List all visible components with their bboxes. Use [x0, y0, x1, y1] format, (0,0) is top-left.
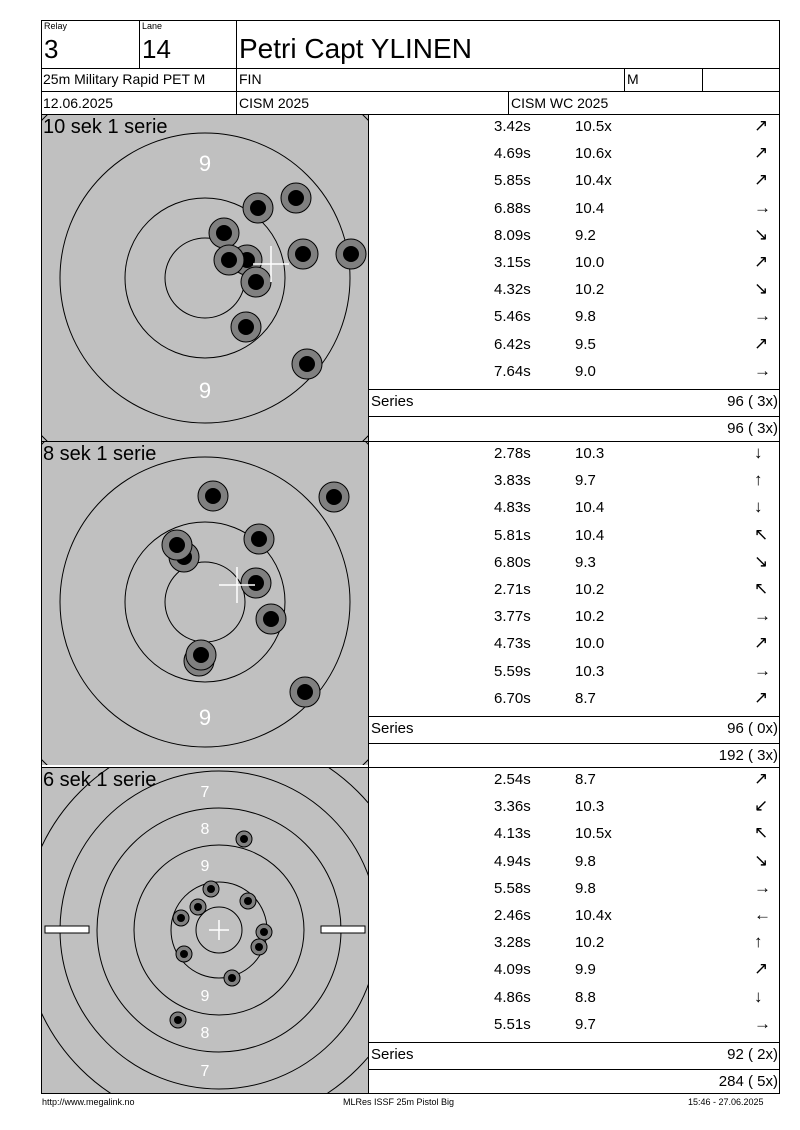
shot-time: 6.88s: [494, 199, 531, 217]
shot-score: 10.0: [575, 254, 605, 271]
shot-direction-icon: ↙: [754, 796, 769, 816]
shot-direction-icon: ↓: [754, 986, 763, 1006]
shot-direction-icon: →: [754, 606, 771, 626]
shot-time: 3.15s: [494, 254, 531, 271]
shot-time: 4.73s: [494, 635, 531, 653]
shot-score: 9.9: [575, 961, 596, 979]
shot-direction-icon: ←: [754, 905, 771, 924]
shot-hole: [290, 677, 320, 707]
ring-label: 9: [200, 988, 210, 1005]
shot-hole: [319, 482, 349, 512]
series-title: 10 sek 1 serie: [43, 116, 168, 138]
shot-hole: [251, 939, 267, 955]
shot-score: 10.2: [575, 581, 605, 598]
shot-time: 5.85s: [494, 172, 531, 190]
target-2: [42, 442, 368, 765]
shot-score: 9.7: [575, 1015, 596, 1033]
nation: FIN: [239, 71, 262, 87]
shot-hole: [231, 312, 261, 342]
shot-direction-icon: →: [754, 877, 771, 897]
shot-direction-icon: ↗: [754, 333, 769, 353]
shot-direction-icon: ↗: [754, 769, 769, 788]
footer-timestamp: 15:46 - 27.06.2025: [688, 1097, 764, 1107]
series-title: 6 sek 1 serie: [43, 769, 157, 791]
shot-direction-icon: ↗: [754, 116, 769, 135]
shot-score: 10.4: [575, 199, 605, 217]
ring-label: 7: [200, 784, 210, 801]
shot-score: 9.3: [575, 553, 596, 571]
footer-url[interactable]: http://www.megalink.no: [42, 1097, 135, 1107]
shot-time: 5.59s: [494, 662, 531, 680]
shot-hole: [241, 568, 271, 598]
series-label: Series: [371, 720, 414, 737]
shot-hole: [203, 881, 219, 897]
shot-time: 4.69s: [494, 145, 531, 163]
shot-time: 8.09s: [494, 226, 531, 244]
shot-score: 9.0: [575, 362, 596, 380]
ring-label: 7: [200, 1063, 210, 1080]
cumulative-total: 284 ( 5x): [718, 1073, 778, 1090]
series-total: 96 ( 3x): [727, 393, 778, 410]
shot-direction-icon: →: [754, 306, 771, 326]
shot-time: 3.42s: [494, 118, 531, 135]
relay-label: Relay: [44, 21, 68, 31]
shot-time: 4.13s: [494, 825, 531, 843]
shot-score: 9.7: [575, 472, 596, 490]
shot-direction-icon: ↓: [754, 497, 763, 517]
shot-hole: [236, 831, 252, 847]
series-divider: [368, 1042, 780, 1043]
shot-direction-icon: ↑: [754, 470, 763, 490]
shot-time: 4.09s: [494, 961, 531, 979]
shot-hole: [256, 924, 272, 940]
shot-time: 2.71s: [494, 581, 531, 598]
shot-direction-icon: ↘: [754, 224, 769, 244]
shot-direction-icon: →: [754, 1013, 771, 1033]
shot-direction-icon: ↘: [754, 551, 769, 571]
shot-direction-icon: ↗: [754, 252, 769, 271]
shot-time: 3.36s: [494, 798, 531, 816]
relay-value: 3: [44, 34, 59, 64]
shot-time: 3.77s: [494, 608, 531, 626]
shot-hole: [288, 239, 318, 269]
shot-score: 10.2: [575, 934, 605, 952]
shot-score: 10.4x: [575, 172, 612, 190]
shot-hole: [224, 970, 240, 986]
series-divider: [368, 416, 780, 417]
series-divider: [368, 389, 780, 390]
shot-time: 2.46s: [494, 907, 531, 924]
shot-hole: [256, 604, 286, 634]
shot-time: 5.51s: [494, 1015, 531, 1033]
shot-hole: [336, 239, 366, 269]
championship: CISM WC 2025: [511, 95, 609, 111]
shot-time: 3.83s: [494, 472, 531, 490]
shot-direction-icon: ↘: [754, 279, 769, 299]
ring-label: 8: [200, 821, 210, 838]
shot-hole: [190, 899, 206, 915]
shot-score: 10.4: [575, 499, 605, 517]
shot-hole: [281, 183, 311, 213]
shot-hole: [209, 218, 239, 248]
lane-value: 14: [142, 34, 171, 64]
ring-label: 9: [200, 858, 210, 875]
shot-time: 4.83s: [494, 499, 531, 517]
series-total: 96 ( 0x): [727, 720, 778, 737]
shot-time: 6.80s: [494, 553, 531, 571]
shot-hole: [243, 193, 273, 223]
shot-direction-icon: ↗: [754, 633, 769, 653]
shot-hole: [170, 1012, 186, 1028]
shot-score: 9.8: [575, 852, 596, 870]
shot-score: 10.2: [575, 608, 605, 626]
target-3: [42, 768, 368, 1093]
shot-score: 10.6x: [575, 145, 612, 163]
event-name: 25m Military Rapid PET M: [43, 71, 206, 87]
shot-direction-icon: ↗: [754, 959, 769, 979]
shot-score: 9.2: [575, 226, 596, 244]
footer-software: MLRes ISSF 25m Pistol Big: [343, 1097, 455, 1107]
shot-hole: [240, 893, 256, 909]
series-total: 92 ( 2x): [727, 1046, 778, 1063]
ring-label: 9: [198, 705, 212, 730]
shot-time: 5.46s: [494, 308, 531, 326]
shot-score: 10.3: [575, 445, 605, 462]
shot-score: 10.4: [575, 526, 605, 544]
shot-time: 3.28s: [494, 934, 531, 952]
shot-hole: [162, 530, 192, 560]
shot-score: 10.4x: [575, 907, 612, 924]
shot-time: 2.78s: [494, 445, 531, 462]
series-title: 8 sek 1 serie: [43, 443, 157, 465]
shot-hole: [241, 267, 271, 297]
shot-time: 5.58s: [494, 879, 531, 897]
shot-time: 4.86s: [494, 988, 531, 1006]
shot-score: 10.3: [575, 662, 605, 680]
shot-direction-icon: ↓: [754, 443, 763, 462]
cumulative-total: 192 ( 3x): [718, 747, 778, 764]
shot-score: 9.8: [575, 879, 596, 897]
target-tick-right: [321, 926, 365, 933]
lane-label: Lane: [142, 21, 163, 31]
series-divider: [368, 1069, 780, 1070]
shot-time: 6.70s: [494, 689, 531, 707]
ring-label: 8: [200, 1025, 210, 1042]
target-background: [42, 768, 368, 1093]
gender: M: [627, 71, 639, 87]
series-divider: [368, 743, 780, 744]
shot-direction-icon: ↘: [754, 850, 769, 870]
shot-direction-icon: ↖: [754, 524, 769, 544]
shot-time: 7.64s: [494, 362, 531, 380]
shot-score: 8.7: [575, 771, 596, 788]
shot-direction-icon: ↖: [754, 579, 769, 598]
shot-score: 8.8: [575, 988, 596, 1006]
shot-hole: [176, 946, 192, 962]
shot-time: 4.94s: [494, 852, 531, 870]
shot-hole: [292, 349, 322, 379]
shot-hole: [173, 910, 189, 926]
shot-hole: [198, 481, 228, 511]
shot-direction-icon: ↗: [754, 170, 769, 190]
shot-hole: [244, 524, 274, 554]
shot-score: 10.0: [575, 635, 605, 653]
date: 12.06.2025: [43, 95, 114, 111]
shot-direction-icon: ↖: [754, 823, 769, 843]
cumulative-total: 96 ( 3x): [727, 420, 778, 437]
shot-hole: [214, 245, 244, 275]
series-divider: [368, 716, 780, 717]
shot-direction-icon: →: [754, 360, 771, 380]
ring-label: 9: [198, 151, 212, 176]
target-1: [42, 115, 368, 441]
shot-time: 4.32s: [494, 281, 531, 299]
shot-score: 10.3: [575, 798, 605, 816]
shot-score: 9.5: [575, 335, 596, 353]
athlete-name: Petri Capt YLINEN: [239, 33, 472, 64]
competition: CISM 2025: [239, 95, 310, 111]
shot-score: 9.8: [575, 308, 596, 326]
shot-direction-icon: ↗: [754, 143, 769, 163]
shot-score: 10.5x: [575, 118, 612, 135]
shot-hole: [186, 640, 216, 670]
target-tick-left: [45, 926, 89, 933]
shot-time: 6.42s: [494, 335, 531, 353]
shot-direction-icon: →: [754, 197, 771, 217]
shot-direction-icon: →: [754, 660, 771, 680]
shot-time: 5.81s: [494, 526, 531, 544]
shot-score: 10.2: [575, 281, 605, 299]
series-label: Series: [371, 1046, 414, 1063]
shot-direction-icon: ↑: [754, 932, 763, 952]
shot-score: 8.7: [575, 689, 596, 707]
series-label: Series: [371, 393, 414, 410]
shot-time: 2.54s: [494, 771, 531, 788]
ring-label: 9: [198, 378, 212, 403]
shot-score: 10.5x: [575, 825, 612, 843]
shot-direction-icon: ↗: [754, 687, 769, 707]
